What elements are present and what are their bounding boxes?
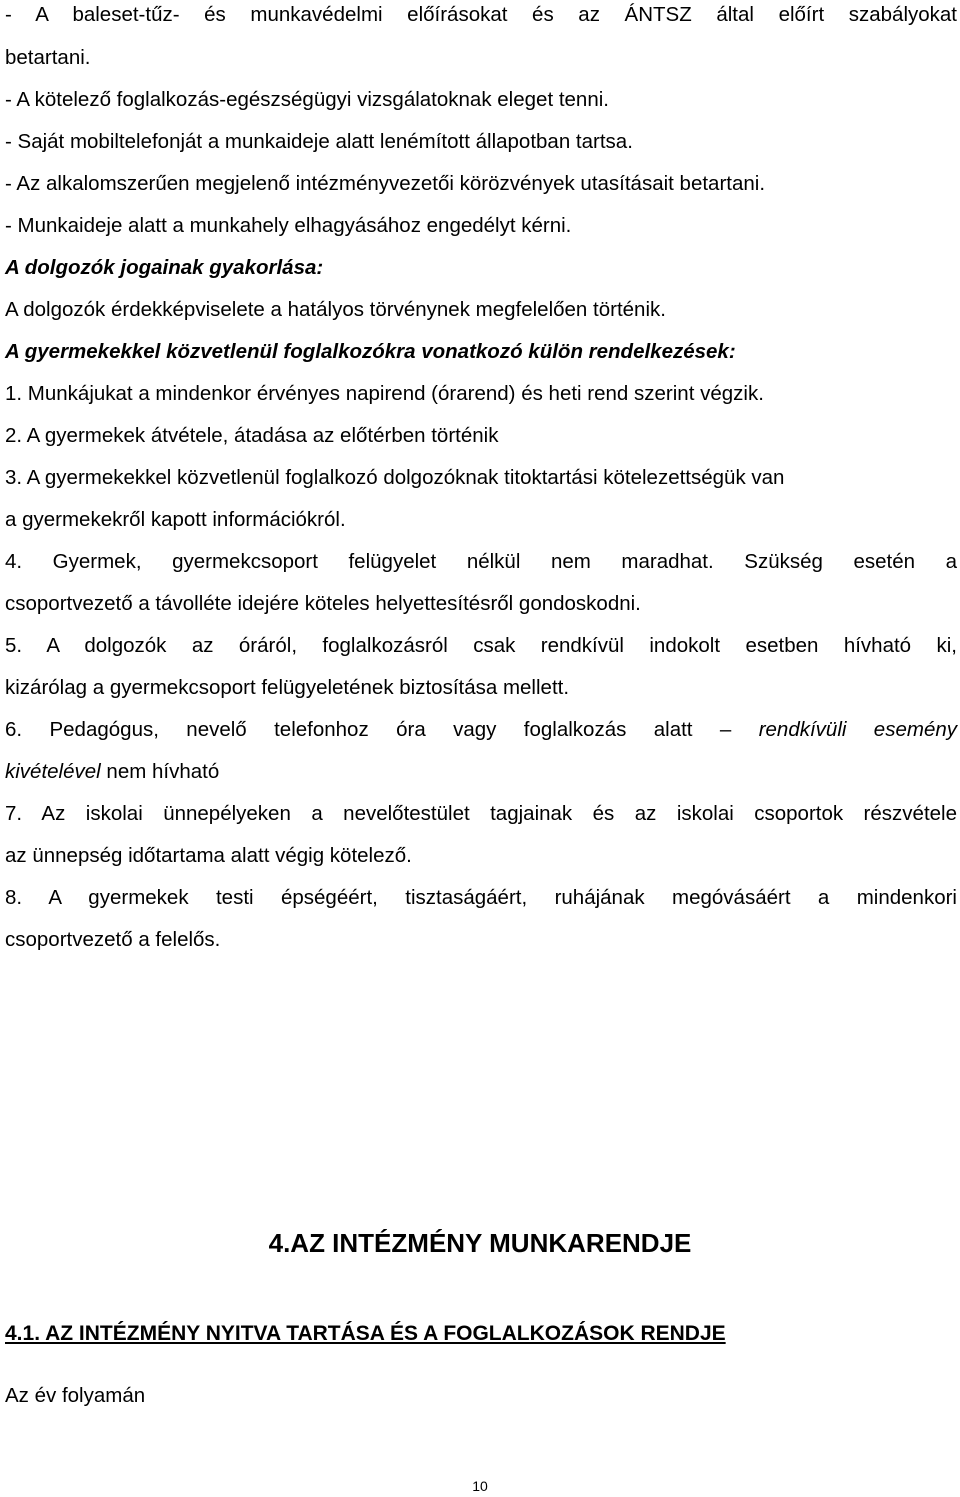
rule-line: - Az alkalomszerűen megjelenő intézményvezetői körözvények utasításait betartani. [5, 172, 766, 195]
paragraph-text: A dolgozók érdekképviselete a hatályos törvénynek megfelelően történik. [5, 298, 666, 321]
list-item-4: 4. Gyermek, gyermekcsoport felügyelet nélkül nem maradhat. Szükség esetén a [5, 550, 957, 573]
list-item-5: 5. A dolgozók az óráról, foglalkozásról csak rendkívül indokolt esetben hívható ki, [5, 634, 957, 657]
rule-line: - A baleset-tűz- és munkavédelmi előírásokat és az ÁNTSZ által előírt szabályokat [5, 3, 957, 26]
list-item-8-cont: csoportvezető a felelős. [5, 928, 221, 951]
list-item-2: 2. A gyermekek átvétele, átadása az előtérben történik [5, 424, 499, 447]
list-item-6-cont [5, 760, 219, 784]
list-item-7: 7. Az iskolai ünnepélyeken a nevelőtestület tagjainak és az iskolai csoportok részvétele [5, 802, 957, 825]
chapter-heading: 4.AZ INTÉZMÉNY MUNKARENDJE [268, 1228, 692, 1258]
list-item-6-text: 6. Pedagógus, nevelő telefonhoz óra vagy foglalkozás alatt – [5, 718, 759, 741]
rule-line: - Munkaideje alatt a munkahely elhagyásához engedélyt kérni. [5, 214, 572, 237]
list-item-8: 8. A gyermekek testi épségéért, tisztaságáért, ruhájának megóvásáért a mindenkori [5, 886, 957, 909]
list-item-6-emphasis-cont: kivételével [5, 760, 101, 783]
list-item-3: 3. A gyermekekkel közvetlenül foglalkozó dolgozóknak titoktartási kötelezettségük van [5, 466, 785, 489]
paragraph-text: Az év folyamán [5, 1384, 146, 1407]
section-title-special-rules: A gyermekekkel közvetlenül foglalkozókra vonatkozó külön rendelkezések: [5, 340, 736, 363]
page-number: 10 [472, 1478, 488, 1494]
rule-line: - Saját mobiltelefonját a munkaideje alatt lenémított állapotban tartsa. [5, 130, 633, 153]
section-title-rights: A dolgozók jogainak gyakorlása: [5, 256, 324, 279]
list-item-6-emphasis: rendkívüli esemény [758, 718, 957, 741]
section-heading: 4.1. AZ INTÉZMÉNY NYITVA TARTÁSA ÉS A FOGLALKOZÁSOK RENDJE [5, 1322, 726, 1345]
rule-line: betartani. [5, 46, 91, 69]
list-item-7-cont: az ünnepség időtartama alatt végig kötelező. [5, 844, 412, 867]
list-item-5-cont: kizárólag a gyermekcsoport felügyeletének biztosítása mellett. [5, 676, 570, 699]
list-item-3-cont: a gyermekekről kapott információkról. [5, 508, 346, 531]
list-item-1: 1. Munkájukat a mindenkor érvényes napirend (órarend) és heti rend szerint végzik. [5, 382, 764, 405]
list-item-6 [5, 718, 957, 742]
rule-line: - A kötelező foglalkozás-egészségügyi vizsgálatoknak eleget tenni. [5, 88, 609, 111]
list-item-4-cont: csoportvezető a távolléte idejére köteles helyettesítésről gondoskodni. [5, 592, 641, 615]
list-item-6-text-cont: nem hívható [100, 760, 220, 783]
